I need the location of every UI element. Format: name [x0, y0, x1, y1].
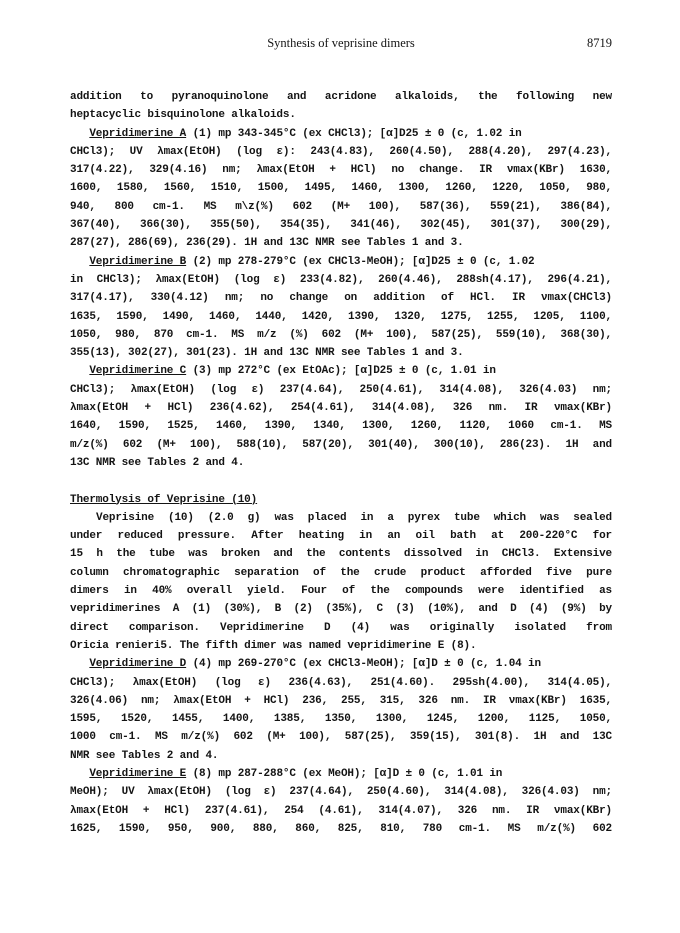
text-line: 1600, 1580, 1560, 1510, 1500, 1495, 1460, 1300, 1260, 1220, 1050, 980,: [70, 182, 612, 195]
text-line: (4) mp 269-270°C (ex CHCl3-MeOH); [α]D ± 0 (c, 1.04 in: [186, 658, 541, 671]
page-number: 8719: [587, 36, 612, 50]
intro-paragraph: [70, 88, 612, 125]
text-line: m/z(%) 602 (M+ 100), 588(10), 587(20), 301(40), 300(10), 286(23). 1H and: [70, 438, 612, 451]
text-line: heptacyclic bisquinolone alkaloids.: [70, 109, 296, 122]
text-line: 940, 800 cm-1. MS m\z(%) 602 (M+ 100), 587(36), 559(21), 386(84),: [70, 200, 612, 213]
text-line: MeOH); UV λmax(EtOH) (log ε) 237(4.64), 250(4.60), 314(4.08), 326(4.03) nm;: [70, 786, 612, 799]
text-line: under reduced pressure. After heating in an oil bath at 200-220°C for: [70, 530, 612, 543]
body-text: [70, 88, 612, 838]
compound-name: Vepridimerine A: [89, 127, 187, 140]
text-line: 1000 cm-1. MS m/z(%) 602 (M+ 100), 587(25), 359(15), 301(8). 1H and 13C: [70, 731, 612, 744]
compound-e-paragraph: [70, 765, 612, 838]
page-header: [70, 36, 612, 56]
text-line: 1640, 1590, 1525, 1460, 1390, 1340, 1300, 1260, 1120, 1060 cm-1. MS: [70, 420, 612, 433]
text-line: λmax(EtOH + HCl) 237(4.61), 254 (4.61), 314(4.07), 326 nm. IR νmax(KBr): [70, 804, 612, 817]
text-line: CHCl3); UV λmax(EtOH) (log ε): 243(4.83), 260(4.50), 288(4.20), 297(4.23),: [70, 145, 612, 158]
text-line: λmax(EtOH + HCl) 236(4.62), 254(4.61), 314(4.08), 326 nm. IR νmax(KBr): [70, 402, 612, 415]
text-line: (1) mp 343-345°C (ex CHCl3); [α]D25 ± 0 (c, 1.02 in: [186, 127, 522, 140]
text-line: 1625, 1590, 950, 900, 880, 860, 825, 810, 780 cm-1. MS m/z(%) 602: [70, 822, 612, 835]
text-line: 326(4.06) nm; λmax(EtOH + HCl) 236, 255, 315, 326 nm. IR νmax(KBr) 1635,: [70, 694, 612, 707]
text-line: 367(40), 366(30), 355(50), 354(35), 341(46), 302(45), 301(37), 300(29),: [70, 219, 612, 232]
compound-name: Vepridimerine C: [89, 365, 187, 378]
text-line: 13C NMR see Tables 2 and 4.: [70, 456, 245, 469]
section-heading: Thermolysis of Veprisine (10): [70, 493, 258, 506]
compound-a-paragraph: [70, 125, 612, 253]
text-line: 317(4.22), 329(4.16) nm; λmax(EtOH + HCl) no change. IR νmax(KBr) 1630,: [70, 164, 612, 177]
text-line: dimers in 40% overall yield. Four of the compounds were identified as: [70, 585, 612, 598]
text-line: CHCl3); λmax(EtOH) (log ε) 236(4.63), 251(4.60). 295sh(4.00), 314(4.05),: [70, 676, 612, 689]
compound-c-paragraph: [70, 362, 612, 472]
text-line: vepridimerines A (1) (30%), B (2) (35%), C (3) (10%), and D (4) (9%) by: [70, 603, 612, 616]
text-line: 355(13), 302(27), 301(23). 1H and 13C NMR see Tables 1 and 3.: [70, 347, 464, 360]
text-line: 1595, 1520, 1455, 1400, 1385, 1350, 1300, 1245, 1200, 1125, 1050,: [70, 713, 612, 726]
text-line: direct comparison. Vepridimerine D (4) was originally isolated from: [70, 621, 612, 634]
text-line: column chromatographic separation of the crude product afforded five pure: [70, 566, 612, 579]
compound-name: Vepridimerine E: [89, 767, 187, 780]
text-line: Oricia renieri5. The fifth dimer was named vepridimerine E (8).: [70, 639, 477, 652]
text-line: NMR see Tables 2 and 4.: [70, 749, 219, 762]
text-line: 1635, 1590, 1490, 1460, 1440, 1420, 1390, 1320, 1275, 1255, 1205, 1100,: [70, 310, 612, 323]
text-line: (8) mp 287-288°C (ex MeOH); [α]D ± 0 (c, 1.01 in: [186, 767, 503, 780]
compound-d-paragraph: [70, 655, 612, 765]
text-line: 317(4.17), 330(4.12) nm; no change on addition of HCl. IR νmax(CHCl3): [70, 292, 612, 305]
text-line: 15 h the tube was broken and the contents dissolved in CHCl3. Extensive: [70, 548, 612, 561]
text-line: 287(27), 286(69), 236(29). 1H and 13C NMR see Tables 1 and 3.: [70, 237, 464, 250]
compound-name: Vepridimerine B: [89, 255, 187, 268]
text-line: (2) mp 278-279°C (ex CHCl3-MeOH); [α]D25 ± 0 (c, 1.02: [186, 255, 535, 268]
compound-name: Vepridimerine D: [89, 658, 187, 671]
compound-b-paragraph: [70, 253, 612, 363]
text-line: in CHCl3); λmax(EtOH) (log ε) 233(4.82), 260(4.46), 288sh(4.17), 296(4.21),: [70, 273, 612, 286]
thermolysis-section: [70, 491, 612, 656]
text-line: addition to pyranoquinolone and acridone alkaloids, the following new: [70, 91, 612, 103]
text-line: Veprisine (10) (2.0 g) was placed in a pyrex tube which was sealed: [96, 511, 612, 524]
running-title: Synthesis of veprisine dimers: [267, 36, 415, 50]
text-line: 1050, 980, 870 cm-1. MS m/z (%) 602 (M+ 100), 587(25), 559(10), 368(30),: [70, 328, 612, 341]
text-line: CHCl3); λmax(EtOH) (log ε) 237(4.64), 250(4.61), 314(4.08), 326(4.03) nm;: [70, 383, 612, 396]
text-line: (3) mp 272°C (ex EtOAc); [α]D25 ± 0 (c, 1.01 in: [186, 365, 496, 378]
